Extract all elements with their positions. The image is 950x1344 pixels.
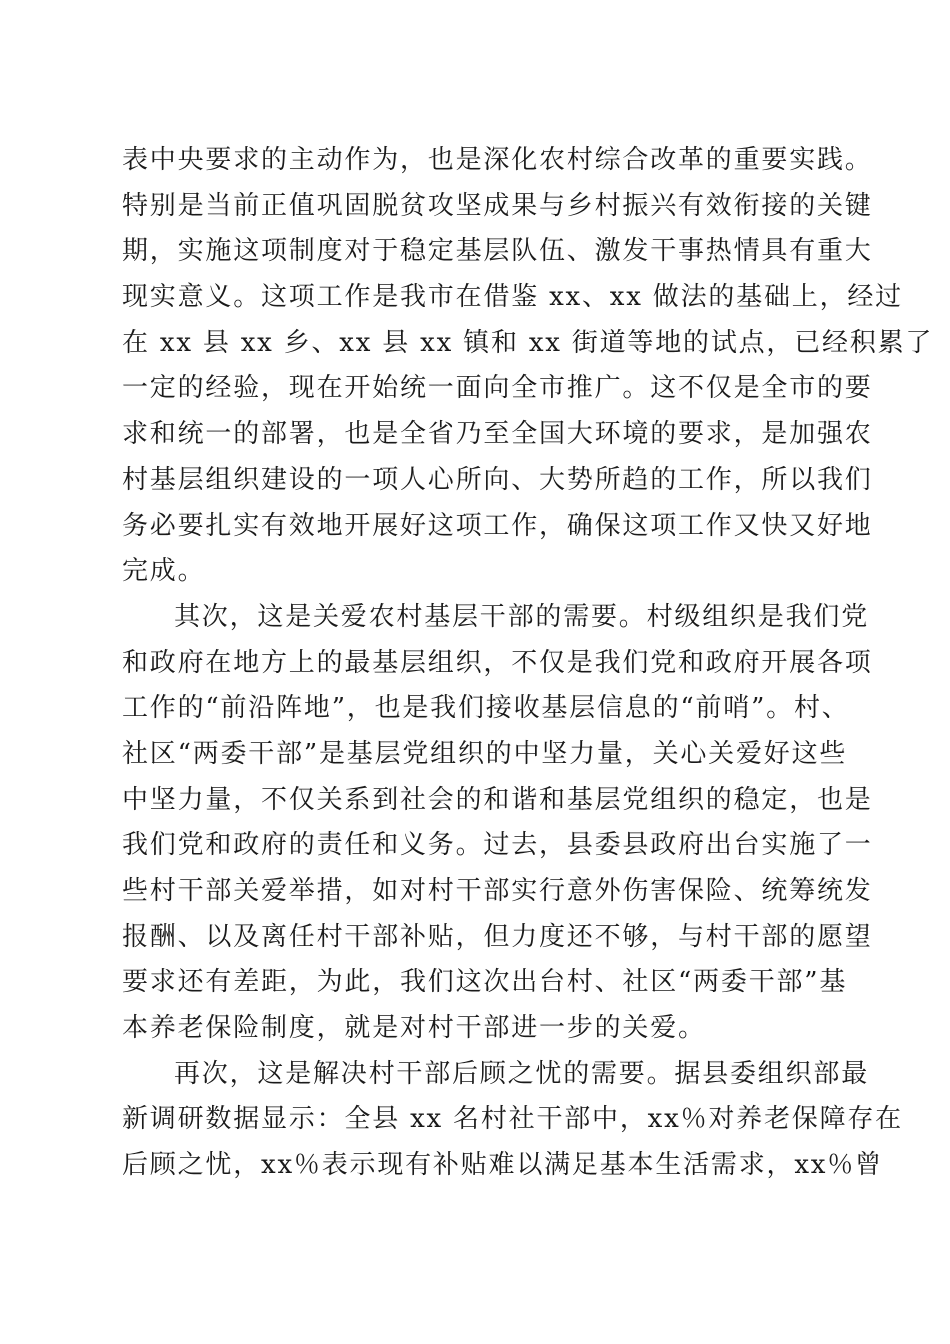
text-line: 一定的经验，现在开始统一面向全市推广。这不仅是全市的要 xyxy=(122,373,873,404)
text-line: 要求还有差距，为此，我们这次出台村、社区“两委干部”基 xyxy=(122,967,848,998)
text-line: 社区“两委干部”是基层党组织的中坚力量，关心关爱好这些 xyxy=(122,738,848,769)
text-line: 求和统一的部署，也是全省乃至全国大环境的要求，是加强农 xyxy=(122,419,873,450)
text-line-indented: 再次，这是解决村干部后顾之忧的需要。据县委组织部最 xyxy=(174,1058,870,1089)
text-line: 期，实施这项制度对于稳定基层队伍、激发干事热情具有重大 xyxy=(122,236,873,267)
text-line: 报酬、以及离任村干部补贴，但力度还不够，与村干部的愿望 xyxy=(122,921,873,952)
text-line: 中坚力量，不仅关系到社会的和谐和基层党组织的稳定，也是 xyxy=(122,784,873,815)
paragraph xyxy=(122,595,873,1052)
text-line: 现实意义。这项工作是我市在借鉴 xx、xx 做法的基础上，经过 xyxy=(122,282,903,313)
text-line: 特别是当前正值巩固脱贫攻坚成果与乡村振兴有效衔接的关键 xyxy=(122,190,873,221)
text-line: 些村干部关爱举措，如对村干部实行意外伤害保险、统筹统发 xyxy=(122,876,873,906)
text-line: 新调研数据显示：全县 xx 名村社干部中，xx％对养老保障存在 xyxy=(122,1104,903,1135)
text-line: 我们党和政府的责任和义务。过去，县委县政府出台实施了一 xyxy=(122,830,873,861)
text-line-indented: 其次，这是关爱农村基层干部的需要。村级组织是我们党 xyxy=(174,601,870,632)
text-line: 工作的“前沿阵地”，也是我们接收基层信息的“前哨”。村、 xyxy=(122,693,850,724)
text-line: 表中央要求的主动作为，也是深化农村综合改革的重要实践。 xyxy=(122,145,873,175)
text-line: 完成。 xyxy=(122,556,206,587)
text-line: 村基层组织建设的一项人心所向、大势所趋的工作，所以我们 xyxy=(122,464,873,495)
text-line: 后顾之忧，xx％表示现有补贴难以满足基本生活需求，xx％曾 xyxy=(122,1150,883,1181)
paragraph xyxy=(122,1052,903,1189)
paragraph xyxy=(122,138,934,595)
document-body xyxy=(122,138,934,1189)
text-line: 本养老保险制度，就是对村干部进一步的关爱。 xyxy=(122,1013,706,1044)
text-line: 务必要扎实有效地开展好这项工作，确保这项工作又快又好地 xyxy=(122,510,873,541)
text-line: 在 xx 县 xx 乡、xx 县 xx 镇和 xx 街道等地的试点，已经积累了 xyxy=(122,327,934,358)
text-line: 和政府在地方上的最基层组织，不仅是我们党和政府开展各项 xyxy=(122,647,873,678)
